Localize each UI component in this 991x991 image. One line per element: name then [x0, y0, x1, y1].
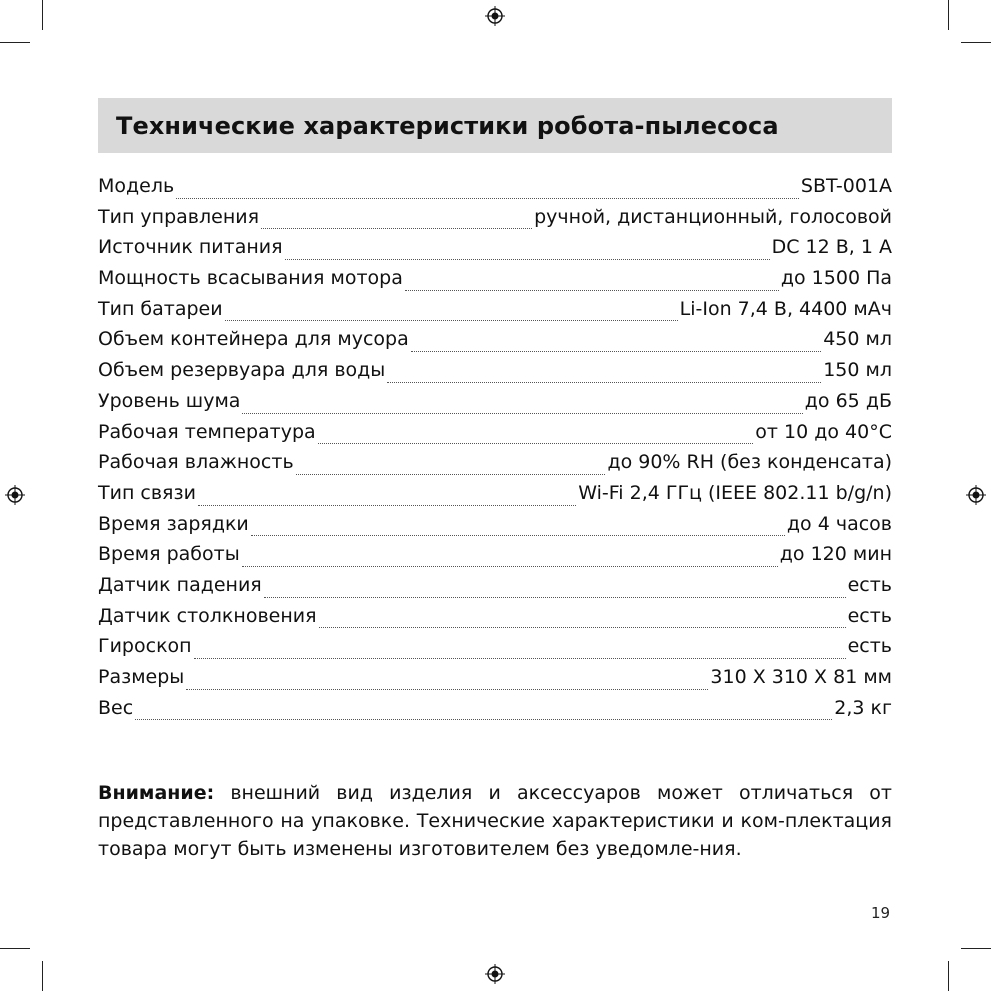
crop-mark — [948, 0, 949, 30]
spec-row-cliff-sensor — [98, 574, 892, 605]
spec-value: есть — [847, 635, 892, 658]
page-title: Технические характеристики робота-пылесоса — [116, 111, 779, 140]
notice-paragraph — [98, 779, 892, 863]
dot-leader — [251, 534, 785, 536]
notice-text: внешний вид изделия и аксессуаров может отличаться от представленного на упаковке. Технические характеристики и ком-плектация товара могут быть изменены изготовителем без уведомле-ния. — [98, 782, 892, 860]
spec-value: 150 мл — [823, 359, 892, 382]
spec-value: есть — [847, 604, 892, 627]
dot-leader — [135, 718, 832, 720]
spec-value: SBT-001A — [800, 175, 892, 197]
dot-leader — [198, 504, 576, 506]
spec-label: Вес — [98, 696, 134, 719]
spec-value: есть — [847, 573, 892, 596]
spec-row-charging-time — [98, 513, 892, 544]
specs-list — [98, 175, 892, 727]
dot-leader — [387, 381, 821, 383]
dot-leader — [176, 197, 799, 199]
spec-label: Время зарядки — [98, 512, 249, 535]
dot-leader — [186, 688, 708, 690]
spec-label: Объем контейнера для мусора — [98, 328, 409, 351]
dot-leader — [411, 350, 821, 352]
spec-value: 310 X 310 X 81 мм — [710, 666, 892, 688]
crop-mark — [948, 961, 949, 991]
spec-label: Тип батареи — [98, 297, 223, 320]
spec-label: Тип управления — [98, 205, 260, 228]
spec-label: Рабочая температура — [98, 420, 316, 443]
crop-mark — [42, 0, 43, 30]
spec-label: Тип связи — [98, 481, 196, 504]
spec-row-suction-power — [98, 267, 892, 298]
crop-mark — [961, 42, 991, 43]
dot-leader — [242, 565, 778, 567]
spec-value: от 10 до 40°C — [755, 420, 892, 443]
spec-value: ручной, дистанционный, голосовой — [534, 205, 892, 228]
spec-value: до 1500 Па — [780, 267, 892, 290]
spec-label: Размеры — [98, 666, 185, 688]
spec-row-noise-level — [98, 390, 892, 421]
crop-mark — [0, 948, 30, 949]
spec-label: Объем резервуара для воды — [98, 359, 386, 382]
dot-leader — [194, 657, 846, 659]
dot-leader — [296, 473, 606, 475]
crop-mark — [961, 948, 991, 949]
dot-leader — [264, 596, 846, 598]
spec-row-operating-humidity — [98, 451, 892, 482]
registration-mark-icon — [5, 485, 25, 505]
notice-label: Внимание: — [98, 782, 215, 804]
crop-mark — [42, 961, 43, 991]
registration-mark-icon — [966, 485, 986, 505]
dot-leader — [319, 626, 846, 628]
section-header — [98, 98, 892, 153]
spec-label: Модель — [98, 175, 175, 197]
spec-row-operating-temperature — [98, 421, 892, 452]
spec-value: 450 мл — [823, 328, 892, 351]
dot-leader — [242, 412, 802, 414]
crop-mark — [0, 42, 30, 43]
spec-row-control-type — [98, 206, 892, 237]
spec-value: Li-Ion 7,4 В, 4400 мАч — [679, 297, 892, 320]
dot-leader — [285, 258, 770, 260]
spec-row-collision-sensor — [98, 605, 892, 636]
dot-leader — [261, 227, 532, 229]
spec-value: DC 12 В, 1 А — [771, 236, 892, 259]
dot-leader — [225, 319, 678, 321]
spec-value: до 120 мин — [779, 543, 892, 566]
spec-label: Мощность всасывания мотора — [98, 267, 403, 290]
spec-label: Источник питания — [98, 236, 283, 259]
spec-row-battery-type — [98, 298, 892, 329]
spec-value: Wi-Fi 2,4 ГГц (IEEE 802.11 b/g/n) — [578, 481, 892, 504]
spec-label: Датчик столкновения — [98, 604, 317, 627]
spec-row-dust-bin-volume — [98, 328, 892, 359]
dot-leader — [318, 442, 754, 444]
spec-value: до 65 дБ — [804, 389, 892, 412]
registration-mark-icon — [485, 964, 505, 984]
spec-row-dimensions — [98, 666, 892, 697]
spec-value: до 4 часов — [786, 512, 892, 535]
dot-leader — [405, 289, 779, 291]
spec-row-connection-type — [98, 482, 892, 513]
spec-label: Гироскоп — [98, 635, 192, 658]
spec-row-weight — [98, 697, 892, 728]
spec-label: Уровень шума — [98, 389, 241, 412]
spec-label: Рабочая влажность — [98, 451, 294, 474]
spec-row-power-source — [98, 236, 892, 267]
registration-mark-icon — [485, 6, 505, 26]
spec-row-gyroscope — [98, 635, 892, 666]
spec-row-water-tank-volume — [98, 359, 892, 390]
spec-row-model — [98, 175, 892, 206]
spec-row-operating-time — [98, 543, 892, 574]
spec-label: Время работы — [98, 543, 240, 566]
page-number: 19 — [871, 904, 891, 922]
spec-value: 2,3 кг — [834, 696, 892, 719]
spec-label: Датчик падения — [98, 573, 262, 596]
spec-value: до 90% RH (без конденсата) — [607, 451, 892, 474]
